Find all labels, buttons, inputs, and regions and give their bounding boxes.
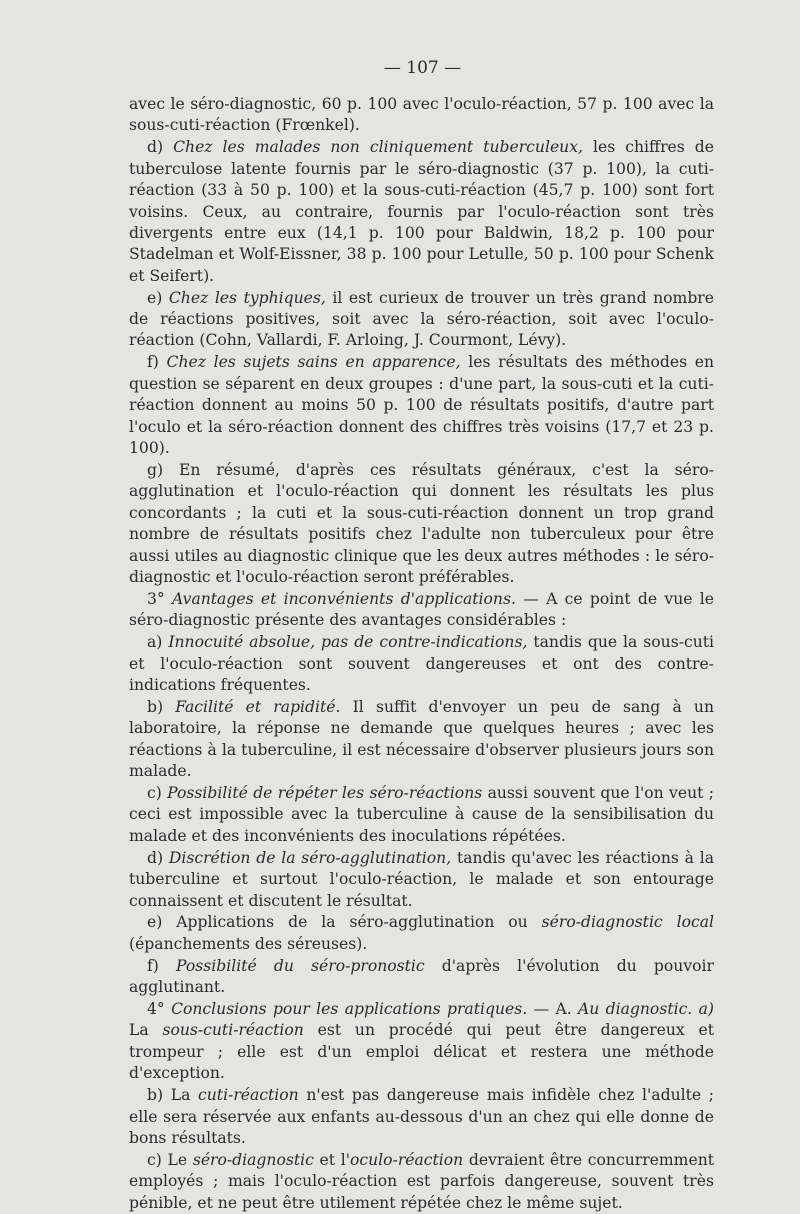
text-run: aussi souvent que l'on veut ; ceci est impossible avec la tuberculine à cause de la sensibilisation du malade et des inconvénients des inoculations répétées. (129, 784, 714, 845)
paragraph-c4 (129, 1150, 714, 1214)
italic-text: Chez les typhiques, (168, 288, 326, 307)
text-run: 4° (147, 1000, 172, 1019)
paragraph-s4 (129, 999, 714, 1085)
text-run: avec le séro-diagnostic, 60 p. 100 avec l'oculo-réaction, 57 p. 100 avec la sous-cuti-réaction (Frœnkel). (129, 95, 714, 135)
text-run: f) (147, 353, 167, 372)
text-run: les résultats des méthodes en question se séparent en deux groupes : d'une part, la sous-cuti et la cuti-réaction donnent au moins 50 p. 100 de résultats positifs, d'autre part l'oculo et la séro-réaction donnent des chiffres très voisins (17,7 et 23 p. 100). (129, 353, 715, 457)
italic-text: Avantages et inconvénients d'applications. (172, 589, 516, 608)
paragraph-f1 (129, 352, 714, 459)
text-run: — A ce point de vue le séro-diagnostic présente des avantages considérables : (129, 589, 714, 630)
text-run: d'après l'évolution du pouvoir agglutinant. (129, 956, 714, 997)
text-run: b) (147, 697, 176, 716)
text-run: (épanchements des séreuses). (129, 934, 368, 953)
paragraph-b3 (129, 697, 714, 783)
paragraph-a3 (129, 632, 714, 696)
italic-text: Chez les sujets sains en apparence, (166, 353, 461, 372)
text-run: devraient être concurremment employés ; mais l'oculo-réaction est parfois dangereuse, souvent très pénible, et ne peut être utilement répétée chez le même sujet. (129, 1150, 714, 1212)
paragraph-c3 (129, 783, 714, 847)
text-run: La (170, 1086, 199, 1105)
text-run: a) (147, 633, 169, 652)
italic-text: Discrétion de la séro-agglutination, (168, 848, 452, 867)
text-run: c) (147, 784, 168, 802)
text-run: Il suffit d'envoyer un peu de sang à un laboratoire, la réponse ne demande que quelques heures ; avec les réactions à la tuberculine, il est nécessaire d'observer plusieurs jours son malade. (129, 697, 714, 781)
text-run: — A. (527, 1000, 578, 1019)
text-run: g) (147, 460, 179, 479)
text-run: 3° (147, 589, 173, 608)
text-run: d) (147, 848, 169, 867)
paragraph-cont (129, 94, 714, 137)
text-run: En résumé, d'après ces résultats généraux, c'est la séro-agglutination et l'oculo-réaction qui donnent les résultats les plus concordants ; la cuti et la sous-cuti-réaction donnent un trop grand nombre de résultats positifs chez l'adulte non tuberculeux pour être aussi utiles au diagnostic clinique que les deux autres méthodes : le séro-diagnostic et l'oculo-réaction seront préférables. (129, 460, 714, 586)
italic-text: a) (698, 1000, 714, 1019)
paragraph-s3 (129, 589, 714, 632)
text-run: Le (167, 1150, 193, 1169)
italic-text: séro-diagnostic (192, 1150, 314, 1169)
text-run: il est curieux de trouver un très grand nombre de réactions positives, soit avec la séro-réaction, soit avec l'oculo-réaction (Cohn, Vallardi, F. Arloing, J. Courmont, Lévy). (129, 288, 714, 350)
text-run: Applications de la séro-agglutination ou (176, 913, 542, 932)
italic-text: cuti-réaction (198, 1086, 299, 1105)
paragraph-f3 (129, 956, 714, 999)
body-text (129, 94, 714, 1214)
text-run: d) (147, 138, 174, 157)
paragraph-d1 (129, 137, 714, 287)
italic-text: Possibilité du séro-pronostic (176, 956, 425, 975)
text-run: c) (147, 1150, 168, 1169)
italic-text: Conclusions pour les applications pratiques. (171, 1000, 528, 1019)
italic-text: Chez les malades non cliniquement tuberculeux, (173, 138, 583, 157)
text-run: et l' (313, 1150, 351, 1169)
text-run: tandis qu'avec les réactions à la tuberculine et surtout l'oculo-réaction, le malade et son entourage connaissent et discutent le résultat. (129, 848, 715, 910)
italic-text: sous-cuti-réaction (162, 1021, 304, 1040)
italic-text: Innocuité absolue, pas de contre-indications, (168, 633, 528, 652)
italic-text: oculo-réaction (350, 1150, 464, 1169)
paragraph-b4 (129, 1085, 714, 1149)
text-run: b) (147, 1086, 171, 1105)
text-run: La (129, 1021, 163, 1040)
paragraph-g1 (129, 460, 714, 588)
italic-text: Possibilité de répéter les séro-réactions (167, 784, 483, 802)
text-run: tandis que la sous-cuti et l'oculo-réaction sont souvent dangereuses et ont des contre-indications fréquentes. (129, 633, 715, 694)
text-run: e) (147, 913, 177, 932)
paragraph-e1 (129, 288, 714, 352)
paragraph-d3 (129, 848, 714, 912)
italic-text: séro-diagnostic local (541, 913, 714, 932)
italic-text: Au diagnostic. (578, 1000, 693, 1019)
page-number: — 107 — (383, 58, 462, 78)
paragraph-e3 (129, 912, 714, 955)
text-run: est un procédé qui peut être dangereux et trompeur ; elle est d'un emploi délicat et restera une méthode d'exception. (129, 1021, 715, 1083)
text-run: e) (147, 288, 169, 307)
text-run: les chiffres de tuberculose latente fournis par le séro-diagnostic (37 p. 100), la cuti-réaction (33 à 50 p. 100) et la sous-cuti-réaction (45,7 p. 100) sont fort voisins. Ceux, au contraire, fournis par l'oculo-réaction sont très divergents entre eux (14,1 p. 100 pour Baldwin, 18,2 p. 100 pour Stadelman et Wolf-Eissner, 38 p. 100 pour Letulle, 50 p. 100 pour Schenk et Seifert). (129, 138, 714, 285)
text-run: f) (147, 956, 177, 975)
text-run: n'est pas dangereuse mais infidèle chez l'adulte ; elle sera réservée aux enfants au-dessous d'un an chez qui elle donne de bons résultats. (129, 1086, 714, 1147)
italic-text: Facilité et rapidité. (175, 697, 341, 716)
